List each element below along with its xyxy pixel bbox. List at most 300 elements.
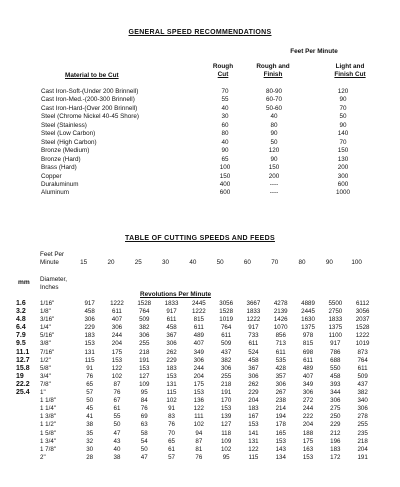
mm-value — [16, 413, 40, 421]
rpm-value: 306 — [357, 405, 368, 413]
mm-value: 9.5 — [16, 340, 26, 348]
rpm-value: 272 — [302, 397, 314, 405]
rpm-value: 1100 — [328, 332, 342, 340]
rpm-value: 69 — [140, 413, 148, 421]
light-finish-value: 300 — [337, 172, 349, 180]
diameter-value: 3/16" — [40, 316, 55, 324]
cut-row — [16, 324, 376, 332]
rpm-value: 262 — [166, 348, 177, 356]
rpm-value: 509 — [357, 372, 368, 380]
rpm-value: 509 — [220, 340, 232, 348]
rpm-value: 95 — [222, 453, 230, 461]
rpm-value: 127 — [220, 421, 232, 429]
speed-row — [41, 189, 382, 197]
rpm-value: 153 — [166, 372, 177, 380]
rpm-value: 153 — [302, 453, 314, 461]
rpm-value: 55 — [113, 413, 121, 421]
rpm-value: 167 — [248, 413, 259, 421]
rpm-value: 38 — [113, 453, 121, 461]
rpm-value: 81 — [195, 445, 203, 453]
cut-row — [16, 405, 376, 413]
cutting-speeds-title: TABLE OF CUTTING SPEEDS AND FEEDS — [125, 235, 275, 242]
light-finish-value: 90 — [339, 121, 347, 129]
rpm-value: 611 — [275, 348, 286, 356]
rpm-value: 65 — [168, 437, 175, 445]
rpm-value: 550 — [330, 364, 341, 372]
feet-per-minute-label: Feet Per Minute — [40, 251, 65, 266]
rpm-value: 50 — [113, 421, 121, 429]
rpm-value: 1019 — [219, 316, 234, 324]
rpm-value: 244 — [111, 332, 123, 340]
rpm-value: 764 — [220, 324, 232, 332]
rpm-value: 45 — [86, 405, 94, 413]
fpm-value: 80 — [298, 259, 306, 266]
rpm-value: 153 — [248, 421, 259, 429]
rpm-value: 306 — [220, 364, 232, 372]
rough-finish-value: 90 — [270, 130, 278, 138]
cut-row — [16, 373, 376, 381]
diameter-value: 1/16" — [40, 300, 55, 307]
speed-row — [41, 164, 382, 172]
rpm-value: 489 — [193, 332, 204, 340]
mm-value: 4.8 — [16, 316, 26, 324]
rpm-value: 67 — [113, 397, 121, 405]
material-name: Aluminum — [41, 189, 69, 197]
rpm-value: 786 — [330, 348, 341, 356]
rpm-value: 437 — [357, 380, 368, 388]
rpm-value: 183 — [84, 332, 95, 340]
speed-row — [41, 88, 382, 96]
rpm-value: 367 — [248, 364, 259, 372]
rpm-value: 357 — [275, 372, 286, 380]
rpm-value: 40 — [113, 445, 121, 453]
cut-row — [16, 454, 376, 462]
diameter-value: 1/4" — [40, 324, 51, 332]
rpm-value: 340 — [357, 397, 368, 405]
rpm-value: 1019 — [355, 340, 370, 348]
mm-value: 25.4 — [16, 389, 30, 397]
cut-row — [16, 446, 376, 454]
fpm-values-row — [70, 259, 370, 266]
rough-finish-header-line2: Finish — [263, 71, 283, 78]
rpm-value: 115 — [84, 356, 95, 364]
rpm-value: 1630 — [301, 316, 315, 324]
rpm-value: 917 — [330, 340, 341, 348]
rpm-value: 1833 — [246, 308, 261, 316]
mm-value — [16, 430, 40, 438]
rpm-value: 407 — [111, 316, 123, 324]
rpm-value: 306 — [111, 324, 123, 332]
rpm-value: 61 — [168, 445, 175, 453]
rpm-value: 1222 — [246, 316, 261, 324]
fpm-value: 40 — [189, 259, 197, 266]
rpm-label: Revolutions Per Minute — [140, 291, 212, 298]
speed-row — [41, 139, 382, 147]
mm-value: 15.8 — [16, 364, 30, 372]
diameter-value: 7/16" — [40, 348, 55, 356]
rpm-value: 122 — [193, 405, 204, 413]
diameter-label: Diameter, Inches — [40, 276, 67, 291]
rough-finish-header-line1: Rough and — [256, 63, 290, 70]
rpm-value: 28 — [86, 453, 94, 461]
rough-cut-value: 55 — [221, 96, 229, 104]
fpm-value: 30 — [162, 259, 170, 266]
mm-value — [16, 397, 40, 405]
light-finish-value: 50 — [339, 113, 347, 121]
rpm-value: 306 — [166, 340, 177, 348]
rpm-value: 244 — [193, 364, 204, 372]
rpm-value: 76 — [168, 421, 175, 429]
rpm-value: 238 — [275, 397, 286, 405]
mm-value: 22.2 — [16, 380, 30, 388]
rough-finish-value: 50-60 — [265, 104, 283, 112]
rpm-value: 175 — [302, 437, 314, 445]
rpm-value: 134 — [275, 453, 286, 461]
cut-row — [16, 340, 376, 348]
rpm-value: 2037 — [355, 316, 370, 324]
light-finish-header — [320, 63, 380, 79]
rpm-value: 244 — [302, 405, 314, 413]
rpm-value: 815 — [302, 340, 314, 348]
mm-value: 19 — [16, 372, 24, 380]
rpm-value: 196 — [330, 437, 341, 445]
rpm-value: 611 — [112, 308, 122, 316]
speed-row — [41, 122, 382, 130]
rough-finish-value: 60-70 — [265, 96, 283, 104]
rpm-value: 57 — [86, 389, 94, 397]
light-finish-header-line1: Light and — [335, 63, 365, 70]
rpm-value: 115 — [166, 389, 177, 397]
rpm-value: 267 — [275, 389, 286, 397]
rpm-value: 535 — [275, 356, 286, 364]
rpm-value: 856 — [275, 332, 286, 340]
rpm-value: 458 — [84, 308, 95, 316]
light-finish-value: 1000 — [335, 189, 350, 197]
rpm-value: 306 — [275, 380, 286, 388]
diameter-value: 1 3/4" — [40, 437, 56, 445]
rough-cut-value: 80 — [221, 130, 229, 138]
rpm-value: 35 — [86, 429, 94, 437]
rough-cut-header-line1: Rough — [212, 63, 234, 70]
rpm-value: 428 — [275, 364, 286, 372]
diameter-value: 1 7/8" — [40, 445, 56, 453]
rpm-value: 204 — [248, 397, 259, 405]
speed-row — [41, 156, 382, 164]
rpm-value: 255 — [220, 372, 232, 380]
cut-row — [16, 421, 376, 429]
fpm-value: 60 — [243, 259, 251, 266]
rpm-value: 306 — [330, 397, 341, 405]
light-finish-header-line2: Finish Cut — [334, 71, 366, 78]
rpm-value: 139 — [220, 413, 232, 421]
rpm-value: 204 — [111, 340, 123, 348]
rough-cut-header — [205, 63, 241, 79]
rpm-value: 278 — [357, 413, 368, 421]
speed-recommendations-title: GENERAL SPEED RECOMMENDATIONS — [128, 29, 272, 36]
rpm-value: 1375 — [301, 324, 315, 332]
feet-per-minute-header: Feet Per Minute — [290, 48, 338, 55]
mm-value: 1.6 — [16, 300, 26, 307]
rpm-value: 41 — [86, 413, 94, 421]
rpm-value: 1375 — [328, 324, 343, 332]
rpm-value: 165 — [275, 429, 286, 437]
speed-row — [41, 96, 382, 104]
material-name: Steel (Chrome Nickel 40-45 Shore) — [41, 113, 139, 121]
rpm-value: 109 — [220, 437, 232, 445]
material-name: Steel (Stainless) — [41, 121, 87, 129]
rpm-value: 175 — [193, 380, 204, 388]
cut-row — [16, 300, 376, 308]
rpm-value: 183 — [330, 445, 341, 453]
rpm-value: 229 — [248, 389, 259, 397]
speed-row — [41, 147, 382, 155]
rpm-value: 6112 — [355, 300, 370, 307]
fpm-value: 100 — [351, 259, 362, 266]
cut-row — [16, 365, 376, 373]
rpm-value: 382 — [139, 324, 150, 332]
fpm-value: 70 — [271, 259, 279, 266]
rpm-value: 3667 — [246, 300, 261, 307]
rpm-value: 153 — [111, 356, 123, 364]
rough-cut-value: 90 — [221, 147, 229, 155]
rpm-value: 194 — [275, 413, 286, 421]
diameter-value: 7/8" — [40, 380, 51, 388]
rpm-value: 83 — [168, 413, 175, 421]
rpm-value: 255 — [357, 421, 368, 429]
rpm-value: 1222 — [355, 332, 370, 340]
rpm-value: 611 — [303, 356, 313, 364]
diameter-value: 2" — [40, 453, 46, 461]
speed-row — [41, 181, 382, 189]
rough-cut-value: 150 — [219, 172, 231, 180]
rpm-value: 218 — [357, 437, 368, 445]
rpm-value: 95 — [140, 389, 148, 397]
rpm-value: 131 — [84, 348, 95, 356]
material-name: Copper — [41, 172, 62, 180]
rpm-value: 1528 — [219, 308, 234, 316]
rpm-value: 178 — [275, 421, 286, 429]
rpm-value: 47 — [140, 453, 148, 461]
cut-row — [16, 349, 376, 357]
material-name: Duraluminum — [41, 180, 79, 188]
rpm-value: 122 — [111, 364, 123, 372]
rpm-value: 109 — [139, 380, 150, 388]
rough-finish-value: ---- — [269, 189, 279, 197]
rpm-value: 407 — [302, 372, 314, 380]
rpm-value: 688 — [330, 356, 341, 364]
cut-row — [16, 438, 376, 446]
rpm-value: 84 — [140, 397, 148, 405]
rpm-value: 136 — [193, 397, 204, 405]
rough-cut-value: 400 — [219, 180, 231, 188]
rpm-value: 50 — [86, 397, 94, 405]
rough-cut-value: 600 — [219, 189, 231, 197]
rpm-value: 172 — [330, 453, 341, 461]
speed-row — [41, 173, 382, 181]
rpm-value: 349 — [193, 348, 204, 356]
rpm-value: 698 — [302, 348, 314, 356]
rpm-value: 58 — [140, 429, 148, 437]
rpm-value: 509 — [139, 316, 150, 324]
rpm-value: 733 — [248, 332, 259, 340]
rpm-value: 50 — [140, 445, 148, 453]
speed-row — [41, 105, 382, 113]
material-name: Bronze (Medium) — [41, 147, 90, 155]
rpm-value: 2750 — [328, 308, 343, 316]
rpm-value: 170 — [220, 397, 232, 405]
mm-value: 12.7 — [16, 356, 30, 364]
rpm-value: 204 — [302, 421, 314, 429]
rpm-value: 393 — [330, 380, 341, 388]
rpm-value: 764 — [139, 308, 150, 316]
rpm-value: 458 — [166, 324, 177, 332]
rpm-value: 57 — [168, 453, 175, 461]
diameter-value: 5/8" — [40, 364, 51, 372]
rpm-value: 122 — [248, 445, 259, 453]
rpm-value: 191 — [220, 389, 232, 397]
rpm-value: 94 — [195, 429, 203, 437]
material-name: Cast Iron-Soft-(Under 200 Brinnell) — [41, 88, 139, 95]
rough-cut-value: 70 — [221, 88, 229, 95]
rpm-value: 458 — [248, 356, 259, 364]
rpm-value: 91 — [168, 405, 175, 413]
rpm-value: 76 — [86, 372, 94, 380]
rpm-value: 115 — [248, 453, 259, 461]
rpm-value: 255 — [139, 340, 150, 348]
rpm-value: 188 — [302, 429, 314, 437]
rpm-value: 873 — [357, 348, 368, 356]
mm-value: 6.4 — [16, 324, 26, 332]
cut-row — [16, 357, 376, 365]
rpm-value: 131 — [248, 437, 259, 445]
rough-finish-value: 200 — [268, 172, 280, 180]
rpm-value: 175 — [111, 348, 123, 356]
mm-value — [16, 446, 40, 454]
mm-value — [16, 405, 40, 413]
rpm-value: 437 — [220, 348, 232, 356]
rpm-value: 141 — [248, 429, 259, 437]
rpm-value: 367 — [166, 332, 177, 340]
fpm-value: 15 — [80, 259, 88, 266]
rough-finish-value: 150 — [268, 164, 280, 172]
diameter-value: 1 1/2" — [40, 421, 56, 429]
rpm-value: 229 — [166, 356, 177, 364]
rpm-value: 713 — [275, 340, 286, 348]
mm-label: mm — [18, 279, 30, 286]
rough-cut-header-line2: Cut — [217, 71, 229, 78]
rpm-value: 458 — [330, 372, 341, 380]
rpm-value: 344 — [330, 389, 341, 397]
material-name: Cast Iron-Med.-(200-300 Brinnell) — [41, 96, 135, 104]
rpm-value: 382 — [357, 389, 368, 397]
rpm-value: 153 — [193, 389, 204, 397]
rpm-value: 1528 — [137, 300, 152, 307]
rough-cut-value: 40 — [221, 138, 229, 146]
rpm-value: 61 — [113, 405, 121, 413]
rough-finish-value: ---- — [269, 180, 279, 188]
rough-finish-header — [245, 63, 301, 79]
rough-finish-value: 90 — [270, 155, 278, 163]
mm-value: 11.1 — [16, 348, 30, 356]
light-finish-value: 120 — [337, 88, 349, 95]
rpm-value: 38 — [86, 421, 94, 429]
speed-row — [41, 130, 382, 138]
rpm-value: 3056 — [355, 308, 370, 316]
rpm-value: 191 — [357, 453, 368, 461]
material-name: Cast Iron-Hard-(Over 200 Brinnell) — [41, 104, 138, 112]
rpm-value: 229 — [330, 421, 341, 429]
rough-cut-value: 60 — [221, 121, 229, 129]
rpm-value: 262 — [248, 380, 259, 388]
rpm-value: 815 — [193, 316, 204, 324]
rpm-value: 2139 — [273, 308, 288, 316]
rpm-value: 191 — [139, 356, 150, 364]
fpm-value: 50 — [216, 259, 224, 266]
rpm-value: 30 — [86, 445, 94, 453]
rpm-value: 222 — [302, 413, 314, 421]
rpm-value: 76 — [113, 389, 121, 397]
fpm-value: 25 — [134, 259, 142, 266]
diameter-value: 1 5/8" — [40, 429, 56, 437]
light-finish-value: 130 — [337, 155, 349, 163]
rpm-value: 204 — [193, 372, 204, 380]
rpm-value: 306 — [248, 372, 259, 380]
rpm-value: 91 — [86, 364, 94, 372]
rpm-value: 65 — [86, 380, 94, 388]
rpm-value: 250 — [330, 413, 341, 421]
diameter-value: 1 1/8" — [40, 397, 56, 405]
rpm-value: 611 — [248, 340, 259, 348]
rpm-value: 917 — [166, 308, 177, 316]
rpm-value: 1833 — [328, 316, 343, 324]
mm-value: 3.2 — [16, 308, 26, 316]
rpm-value: 611 — [221, 332, 232, 340]
diameter-value: 3/4" — [40, 372, 51, 380]
rpm-value: 212 — [330, 429, 341, 437]
rpm-value: 1222 — [110, 300, 124, 307]
rpm-value: 611 — [166, 316, 177, 324]
rough-cut-value: 30 — [221, 113, 229, 121]
rpm-value: 235 — [357, 429, 368, 437]
cut-row — [16, 316, 376, 324]
rpm-value: 218 — [139, 348, 150, 356]
rpm-value: 382 — [220, 356, 232, 364]
rpm-value: 1426 — [273, 316, 288, 324]
rough-finish-value: 80 — [270, 121, 278, 129]
rpm-value: 102 — [111, 372, 123, 380]
rpm-value: 917 — [248, 324, 259, 332]
rpm-value: 76 — [140, 405, 148, 413]
light-finish-value: 200 — [337, 164, 349, 172]
rpm-value: 153 — [84, 340, 95, 348]
rough-finish-value: 80-90 — [265, 88, 283, 95]
rpm-value: 70 — [168, 429, 175, 437]
rpm-value: 87 — [113, 380, 121, 388]
mm-value: 7.9 — [16, 332, 26, 340]
diameter-value: 1 1/4" — [40, 405, 56, 413]
material-name: Steel (High Carbon) — [41, 138, 97, 146]
rpm-value: 306 — [302, 389, 314, 397]
light-finish-value: 140 — [337, 130, 349, 138]
cut-row — [16, 413, 376, 421]
mm-value — [16, 421, 40, 429]
rpm-value: 4278 — [273, 300, 288, 307]
rpm-value: 407 — [193, 340, 204, 348]
rpm-value: 1070 — [273, 324, 288, 332]
light-finish-value: 70 — [339, 138, 347, 146]
rpm-value: 4889 — [301, 300, 315, 307]
rpm-value: 229 — [84, 324, 95, 332]
